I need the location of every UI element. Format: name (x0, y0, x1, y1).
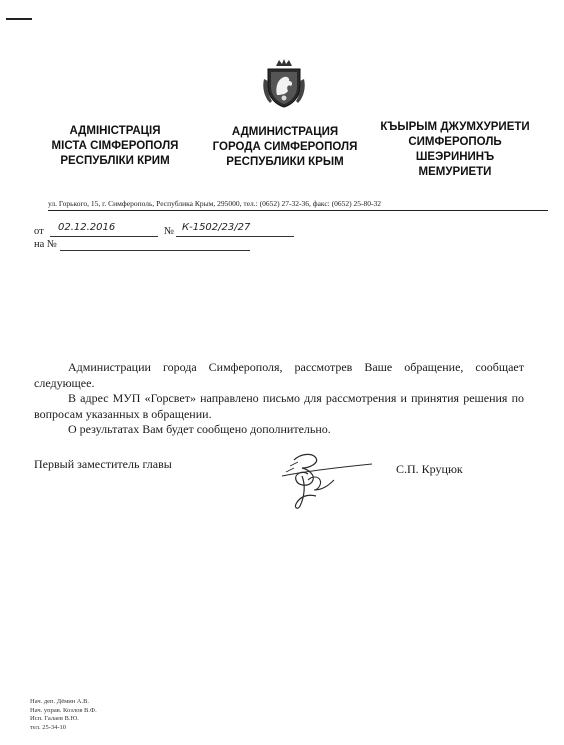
address-line: ул. Горького, 15, г. Симферополь, Республика Крым, 295000, тел.: (0652) 27-32-36, факс: (0652) 25-80-32 (48, 199, 548, 211)
header-crimean-tatar-line: МЕМУРИЕТИ (418, 166, 492, 178)
coat-of-arms-icon (262, 57, 306, 109)
header-ukrainian-line: РЕСПУБЛІКИ КРИМ (60, 155, 170, 167)
signer-title: Первый заместитель главы (34, 457, 172, 471)
header-russian-line: АДМИНИСТРАЦИЯ (231, 126, 339, 138)
letter-number: К-1502/23/27 (182, 222, 251, 233)
reply-underline (60, 250, 250, 251)
date-underline (50, 236, 158, 237)
signer-name: С.П. Круцюк (396, 462, 463, 476)
letter-date: 02.12.2016 (58, 222, 116, 233)
header-russian (200, 125, 370, 170)
header-crimean-tatar (370, 120, 540, 180)
header-ukrainian-line: АДМІНІСТРАЦІЯ (69, 125, 161, 137)
body-paragraph: О результатах Вам будет сообщено дополнительно. (68, 422, 331, 436)
number-label: № (164, 226, 175, 237)
letter-body (34, 360, 524, 438)
corner-mark (6, 18, 32, 20)
header-russian-line: РЕСПУБЛИКИ КРЫМ (226, 156, 344, 168)
footer-executors (30, 698, 97, 732)
from-label: от (34, 226, 44, 237)
handwritten-signature (272, 446, 382, 518)
header-crimean-tatar-line: СИМФЕРОПОЛЬ (408, 136, 502, 148)
number-underline (176, 236, 294, 237)
footer-line: Нач. управ. Козлов В.Ф. (30, 706, 97, 714)
body-paragraph: Администрации города Симферополя, рассмотрев Ваше обращение, сообщает следующее. (34, 360, 524, 390)
header-ukrainian-line: МІСТА СІМФЕРОПОЛЯ (51, 140, 179, 152)
header-crimean-tatar-line: КЪЫРЫМ ДЖУМХУРИЕТИ (380, 121, 530, 133)
footer-line: тел. 25-34-10 (30, 723, 67, 731)
header-russian-line: ГОРОДА СИМФЕРОПОЛЯ (212, 141, 358, 153)
footer-line: Исп. Галаев В.Ю. (30, 715, 79, 722)
reply-label: на № (34, 239, 57, 250)
header-crimean-tatar-line: ШЕЭРИНИНЪ (415, 151, 495, 163)
footer-line: Нач. деп. Дёмин А.В. (30, 698, 90, 705)
body-paragraph: В адрес МУП «Горсвет» направлено письмо для рассмотрения и принятия решения по вопросам указанных в обращении. (34, 391, 524, 421)
header-ukrainian (30, 124, 200, 169)
